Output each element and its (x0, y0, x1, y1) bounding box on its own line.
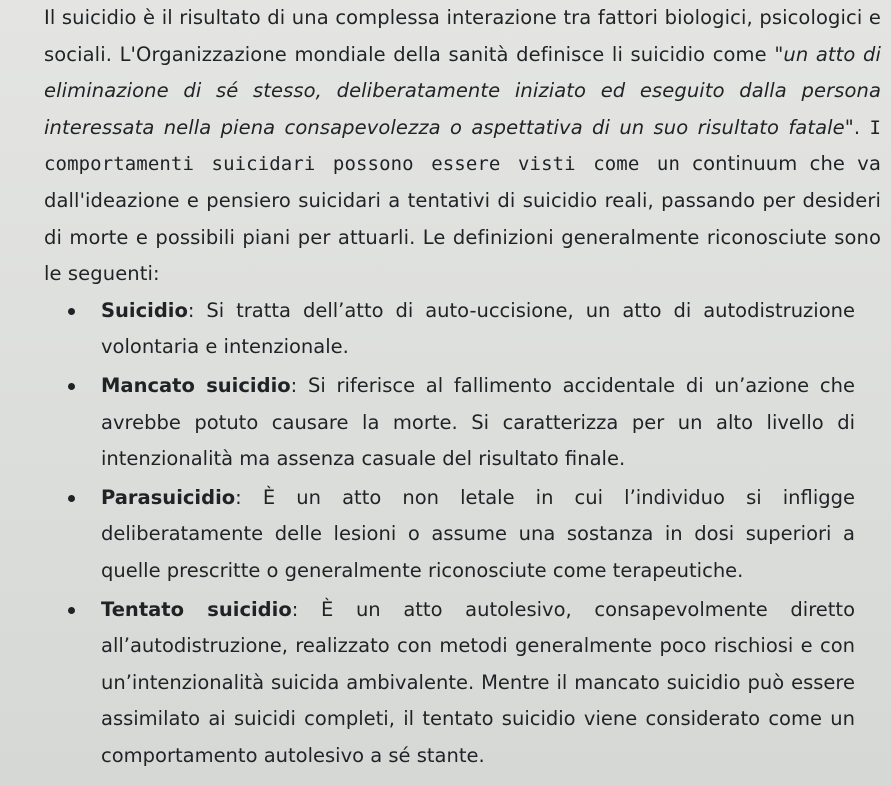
definition-text: : È un atto autolesivo, consapevolmente diretto all’autodistruzione, realizzato con metodi generalmente poco rischiosi e con un’intenzionalità suicida ambivalente. Mentre il mancato suicidio può essere assimilato ai suicidi completi, il tentato suicidio viene considerato come un comportamento autolesivo a sé stante. (101, 597, 856, 767)
intro-text-part2: . (853, 115, 870, 139)
list-item (101, 592, 855, 775)
intro-text-part3: I comportamenti suicidari possono essere visti come un (44, 116, 881, 176)
list-item (101, 368, 855, 478)
definition-term: Mancato suicidio (101, 373, 291, 397)
intro-text-part4: continuum che va dall'ideazione e pensiero suicidari a tentativi di suicidio reali, passando per desideri di morte e possibili piani per attuarli. Le definizioni generalmente riconosciute sono le seguenti: (44, 152, 881, 286)
definition-term: Parasuicidio (101, 485, 236, 509)
definition-term: Suicidio (101, 298, 188, 322)
intro-text-part1: Il suicidio è il risultato di una complessa interazione tra fattori biologici, psicologici e sociali. L'Organizzazione mondiale della sanità definisce li suicidio come (44, 6, 881, 66)
list-item (101, 480, 855, 590)
intro-paragraph (44, 0, 881, 293)
list-item (101, 293, 855, 366)
definition-text: : Si tratta dell’atto di auto-uccisione, un atto di autodistruzione volontaria e intenzionale. (101, 298, 855, 359)
definition-term: Tentato suicidio (101, 597, 292, 621)
who-definition-quote: "un atto di eliminazione di sé stesso, deliberatamente iniziato ed eseguito dalla persona interessata nella piena consapevolezza o aspettativa di un suo risultato fatale" (44, 42, 882, 139)
definition-text: : Si riferisce al fallimento accidentale di un’azione che avrebbe potuto causare la morte. Si caratterizza per un alto livello di intenzionalità ma assenza casuale del risultato finale. (101, 373, 855, 471)
definition-text: : È un atto non letale in cui l’individuo si infligge deliberatamente delle lesioni o assume una sostanza in dosi superiori a quelle prescritte o generalmente riconosciute come terapeutiche. (101, 485, 855, 582)
definitions-list (44, 293, 881, 775)
